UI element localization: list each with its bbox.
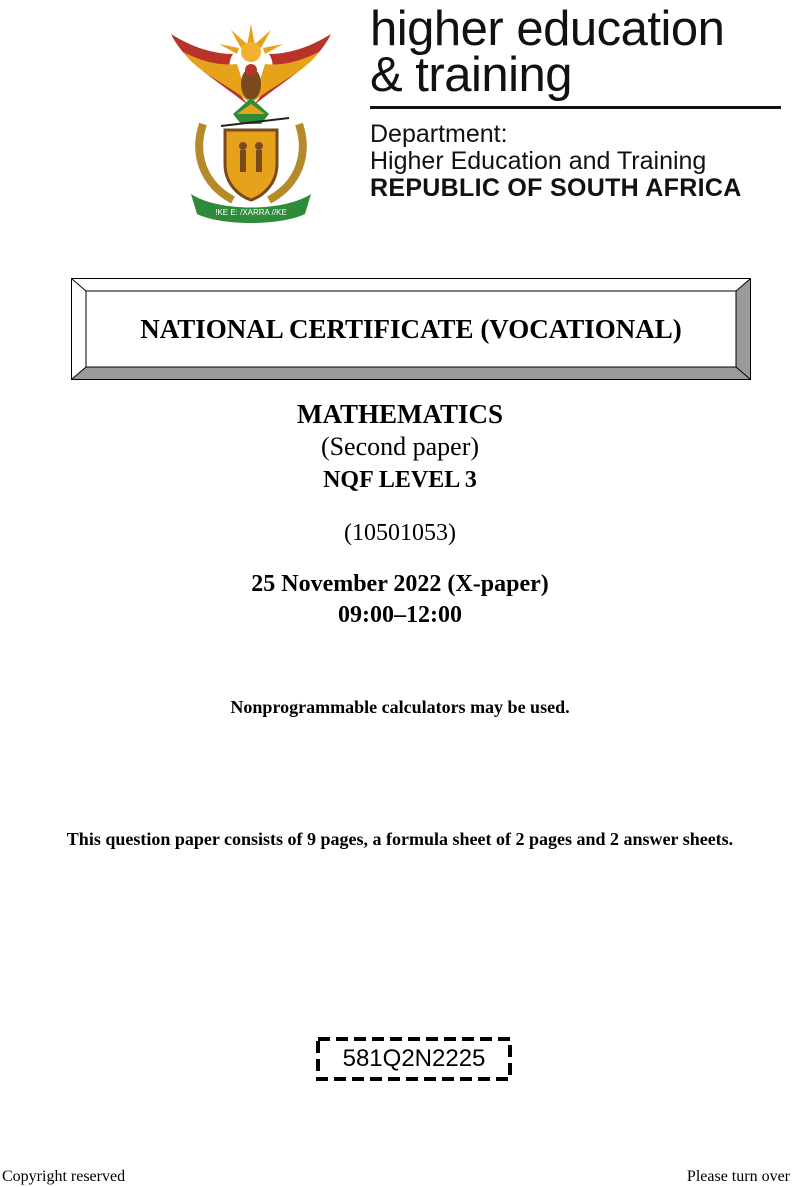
country-name: REPUBLIC OF SOUTH AFRICA	[370, 174, 742, 202]
department-label: Department:	[370, 120, 508, 148]
department-name: Higher Education and Training	[370, 147, 707, 175]
exam-date: 25 November 2022 (X-paper)	[251, 571, 549, 597]
coat-of-arms-logo	[163, 14, 339, 226]
subject-code: (10501053)	[344, 520, 456, 546]
paper-number: (Second paper)	[320, 432, 480, 461]
certificate-title: NATIONAL CERTIFICATE (VOCATIONAL)	[140, 313, 682, 344]
turn-over-footer: Please turn over	[686, 1168, 790, 1185]
copyright-footer: Copyright reserved	[2, 1168, 126, 1185]
shield	[225, 130, 277, 200]
calculator-note: Nonprogrammable calculators may be used.	[230, 697, 570, 717]
subject-title: MATHEMATICS	[296, 399, 503, 429]
nqf-level: NQF LEVEL 3	[323, 467, 477, 493]
brand-line-2: & training	[370, 48, 573, 102]
page-count-note: This question paper consists of 9 pages, a formula sheet of 2 pages and 2 answer sheets.	[66, 829, 734, 849]
brand-divider	[370, 106, 781, 109]
brand-line-1: higher education	[370, 2, 725, 56]
paper-code: 581Q2N2225	[342, 1045, 486, 1072]
exam-time: 09:00–12:00	[338, 602, 462, 628]
motto-text: !KE E: /XARRA //KE	[215, 208, 287, 217]
